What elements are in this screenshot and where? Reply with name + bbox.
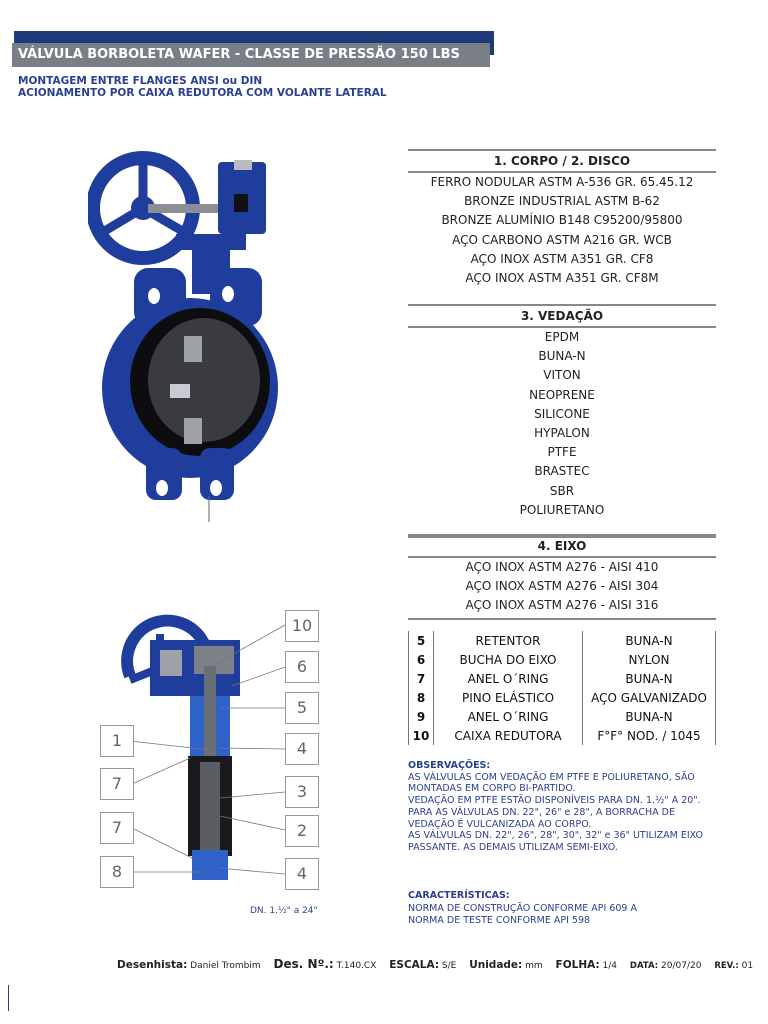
callout-7-top: 7 [100, 768, 134, 800]
subtitle-line-1: MONTAGEM ENTRE FLANGES ANSI ou DIN [18, 75, 263, 87]
table-row [409, 650, 716, 669]
revision-label: REV.: [714, 961, 739, 971]
body-disc-item: BRONZE ALUMÍNIO B148 C95200/95800 [441, 213, 683, 228]
seal-title: 3. VEDAÇÃO [408, 304, 716, 328]
designer: Daniel Trombim [190, 961, 261, 971]
unit-label: Unidade: [469, 959, 523, 971]
part-material: F°F° NOD. / 1045 [583, 726, 716, 745]
scale: S/E [441, 961, 457, 971]
observations [408, 760, 720, 854]
seal-item: PTFE [547, 445, 577, 460]
table-row [409, 707, 716, 726]
part-number: 7 [409, 669, 434, 688]
section-bottom [192, 850, 228, 880]
body-disc-section [408, 149, 716, 288]
observation-line: AS VÁLVULAS COM VEDAÇÃO EM PTFE E POLIURETANO, SÃO MONTADAS EM CORPO BI-PARTIDO. [408, 771, 695, 795]
gearbox-window [234, 194, 248, 212]
shaft-section [408, 534, 716, 620]
part-name: RETENTOR [475, 633, 541, 648]
observations-title: OBSERVAÇÕES: [408, 760, 491, 771]
body-disc-title: 1. CORPO / 2. DISCO [408, 149, 716, 173]
part-number: 8 [409, 688, 434, 707]
observation-line: AS VÁLVULAS DN. 22", 26", 28", 30", 32" e 36" UTILIZAM EIXO PASSANTE. AS DEMAIS UTILIZAM SEMI-EIXO. [408, 830, 704, 853]
shaft-item: AÇO INOX ASTM A276 - AISI 410 [465, 560, 659, 574]
subtitle [18, 75, 387, 99]
seal-item: BUNA-N [538, 349, 586, 364]
callout-3: 3 [285, 776, 319, 808]
part-name: ANEL O´RING [467, 671, 549, 686]
date: 20/07/20 [661, 961, 702, 971]
characteristic-line: NORMA DE CONSTRUÇÃO CONFORME API 609 A [408, 902, 637, 914]
callout-10: 10 [285, 610, 319, 642]
observation-line: VEDAÇÃO EM PTFE ESTÃO DISPONÍVEIS PARA DN. 1.½" A 20". [408, 795, 701, 807]
seal-item: BRASTEC [534, 464, 590, 479]
disc-label [170, 384, 190, 398]
body-disc-item: AÇO INOX ASTM A351 GR. CF8M [465, 270, 659, 285]
callout-5: 5 [285, 692, 319, 724]
title-block [117, 957, 753, 971]
position-indicator [234, 160, 252, 170]
table-row [409, 631, 716, 650]
seal-item: SBR [549, 483, 575, 498]
part-name: PINO ELÁSTICO [461, 690, 555, 705]
designer-label: Desenhista: [117, 959, 188, 971]
characteristics [408, 890, 720, 928]
valve-illustration [88, 148, 308, 528]
scale-label: ESCALA: [389, 959, 440, 971]
body-disc-item: AÇO INOX ASTM A351 GR. CF8 [470, 251, 654, 266]
callout-4-bottom: 4 [285, 858, 319, 890]
page-title: VÁLVULA BORBOLETA WAFER - CLASSE DE PRESSÃO 150 LBS [12, 43, 490, 67]
shaft-divider [408, 616, 716, 620]
part-name: CAIXA REDUTORA [454, 728, 562, 743]
callout-1: 1 [100, 725, 134, 757]
disc-hub-top [184, 336, 202, 362]
callout-2: 2 [285, 815, 319, 847]
part-name: ANEL O´RING [467, 709, 549, 724]
margin-line [8, 985, 9, 1011]
part-number: 10 [409, 726, 434, 745]
body-disc-item: AÇO CARBONO ASTM A216 GR. WCB [452, 232, 672, 247]
subtitle-line-2: ACIONAMENTO POR CAIXA REDUTORA COM VOLANTE LATERAL [18, 87, 387, 99]
mounting-plate [176, 234, 246, 250]
seal-item: VITON [543, 368, 581, 383]
section-disc [200, 762, 220, 850]
revision: 01 [741, 961, 754, 971]
part-material: AÇO GALVANIZADO [583, 688, 716, 707]
parts-table [408, 631, 716, 745]
part-number: 6 [409, 650, 434, 669]
part-number: 5 [409, 631, 434, 650]
size-range-label: DN. 1.½" a 24" [250, 906, 318, 916]
shaft-title: 4. EIXO [408, 534, 716, 558]
characteristics-title: CARACTERÍSTICAS: [408, 890, 510, 901]
seal-item: NEOPRENE [529, 387, 595, 402]
seal-section [408, 304, 716, 538]
part-material: BUNA-N [583, 707, 716, 726]
callout-8: 8 [100, 856, 134, 888]
part-name: BUCHA DO EIXO [459, 652, 557, 667]
body-disc-item: BRONZE INDUSTRIAL ASTM B-62 [464, 194, 660, 209]
seal-item: POLIURETANO [519, 502, 605, 517]
sheet-label: FOLHA: [555, 959, 600, 971]
shaft-item: AÇO INOX ASTM A276 - AISI 304 [465, 579, 659, 594]
table-row [409, 688, 716, 707]
drawing-number-label: Des. Nº.: [273, 957, 334, 971]
part-material: NYLON [583, 650, 716, 669]
body-disc-item: FERRO NODULAR ASTM A-536 GR. 65.45.12 [430, 175, 694, 189]
shaft-item: AÇO INOX ASTM A276 - AISI 316 [465, 598, 659, 613]
sheet: 1/4 [602, 961, 618, 971]
callout-4-top: 4 [285, 733, 319, 765]
characteristic-line: NORMA DE TESTE CONFORME API 598 [408, 915, 591, 926]
disc-hub-bottom [184, 418, 202, 444]
unit: mm [525, 961, 543, 971]
part-material: BUNA-N [583, 669, 716, 688]
observation-line: PARA AS VÁLVULAS DN. 22", 26" e 28", A BORRACHA DE VEDAÇÃO É VULCANIZADA AO CORPO. [408, 806, 675, 830]
section-worm [160, 650, 182, 676]
part-number: 9 [409, 707, 434, 726]
table-row [409, 669, 716, 688]
disc [148, 318, 260, 442]
callout-7-bottom: 7 [100, 812, 134, 844]
seal-item: SILICONE [534, 406, 590, 421]
seal-item: EPDM [544, 330, 580, 344]
seal-item: HYPALON [534, 425, 590, 440]
callout-6: 6 [285, 651, 319, 683]
table-row [409, 726, 716, 745]
part-material: BUNA-N [583, 631, 716, 650]
date-label: DATA: [629, 961, 659, 971]
drawing-number: T.140.CX [336, 961, 377, 971]
